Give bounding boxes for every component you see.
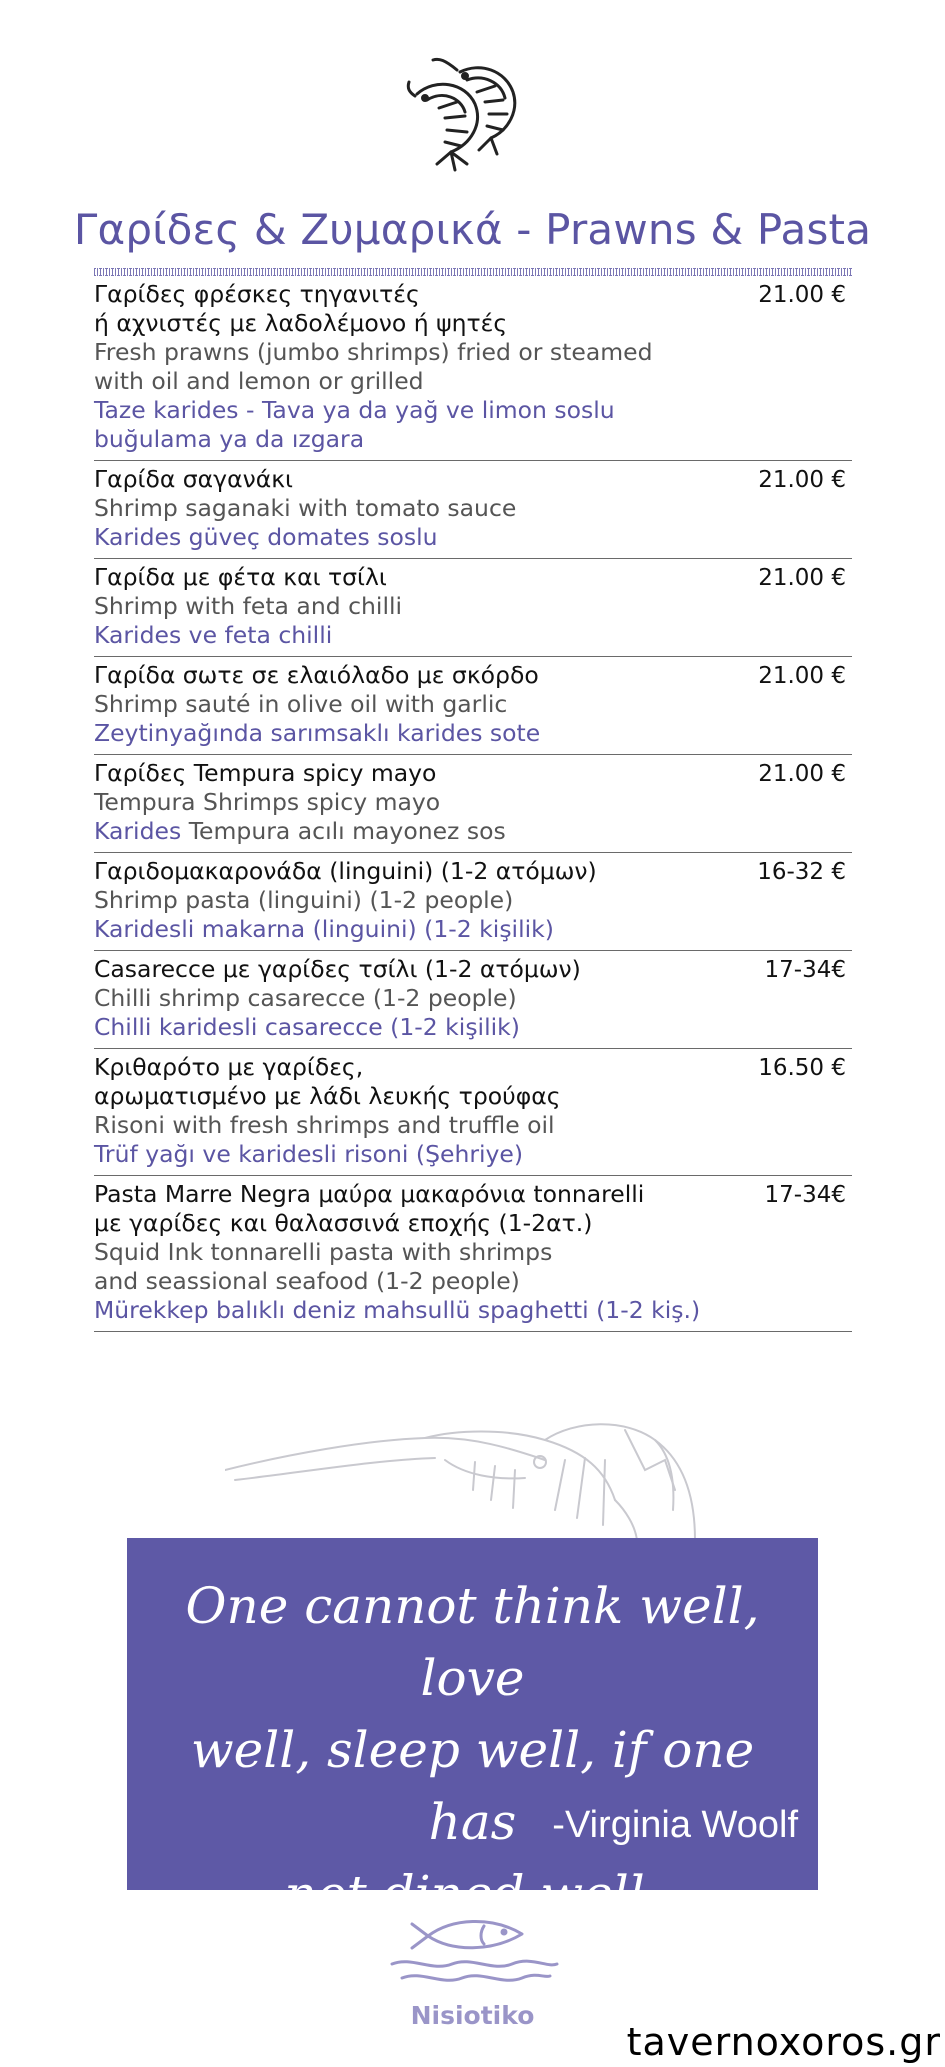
item-turkish-name: Karides <box>94 817 182 845</box>
item-greek-name: Γαρίδες Tempura spicy mayo <box>94 759 437 787</box>
item-english-name: with oil and lemon or grilled <box>94 367 424 395</box>
item-english-name: Shrimp sauté in olive oil with garlic <box>94 690 508 718</box>
menu-item-shrimp-feta <box>94 559 852 657</box>
item-greek-name: Γαρίδα με φέτα και τσίλι <box>94 563 387 591</box>
shrimp-icon <box>405 52 535 182</box>
item-turkish-name: Mürekkep balıklı deniz mahsullü spaghetti (1-2 kiş.) <box>94 1296 701 1324</box>
item-turkish-name: Chilli karidesli casarecce (1-2 kişilik) <box>94 1013 520 1041</box>
item-turkish-name: Zeytinyağında sarımsaklı karides sote <box>94 719 541 747</box>
menu-item-risoni <box>94 1049 852 1176</box>
item-turkish-name: Karides güveç domates soslu <box>94 523 438 551</box>
item-turkish-name: buğulama ya da ızgara <box>94 425 365 453</box>
item-greek-name: Κριθαρότο με γαρίδες, <box>94 1053 364 1081</box>
item-english-name: Risoni with fresh shrimps and truffle oil <box>94 1111 555 1139</box>
item-turkish-name-rest: Tempura acılı mayonez sos <box>181 817 506 845</box>
item-greek-name: Γαρίδα σαγανάκι <box>94 465 293 493</box>
menu-list <box>94 276 852 1332</box>
item-price: 21.00 € <box>758 761 846 787</box>
item-english-name: Squid Ink tonnarelli pasta with shrimps <box>94 1238 553 1266</box>
quote-line: not dined well. <box>284 1865 661 1923</box>
fish-waves-icon <box>372 1912 572 1992</box>
item-price: 21.00 € <box>758 565 846 591</box>
quote-author: -Virginia Woolf <box>552 1804 798 1846</box>
item-price: 17-34€ <box>764 1182 846 1208</box>
menu-item-tempura <box>94 755 852 853</box>
item-turkish-name: Karidesli makarna (linguini) (1-2 kişilik) <box>94 915 554 943</box>
menu-item-marre-negra <box>94 1176 852 1332</box>
item-english-name: Fresh prawns (jumbo shrimps) fried or steamed <box>94 338 653 366</box>
item-greek-name: Γαρίδες φρέσκες τηγανιτές <box>94 280 420 308</box>
section-title: Γαρίδες & Ζυμαρικά - Prawns & Pasta <box>73 205 872 254</box>
quote-line: One cannot think well, love <box>185 1577 760 1707</box>
item-english-name: Shrimp saganaki with tomato sauce <box>94 494 517 522</box>
menu-item-shrimp-pasta <box>94 853 852 951</box>
item-price: 16-32 € <box>757 859 846 885</box>
item-greek-name: ή αχνιστές με λαδολέμονο ή ψητές <box>94 309 508 337</box>
menu-item-fresh-prawns <box>94 276 852 461</box>
item-turkish-name: Taze karides - Tava ya da yağ ve limon soslu <box>94 396 615 424</box>
prawn-sketch-icon <box>225 1400 725 1540</box>
item-english-name: Chilli shrimp casarecce (1-2 people) <box>94 984 517 1012</box>
item-english-name: Shrimp with feta and chilli <box>94 592 403 620</box>
menu-item-shrimp-saganaki <box>94 461 852 559</box>
item-english-name: and seassional seafood (1-2 people) <box>94 1267 520 1295</box>
item-english-name: Shrimp pasta (linguini) (1-2 people) <box>94 886 514 914</box>
site-watermark: tavernoxoros.gr <box>626 2020 941 2064</box>
item-english-name: Tempura Shrimps spicy mayo <box>94 788 441 816</box>
item-price: 21.00 € <box>758 282 846 308</box>
item-greek-name: Γαρίδα σωτε σε ελαιόλαδο με σκόρδο <box>94 661 539 689</box>
brand-name: Nisiotiko <box>410 2001 535 2030</box>
item-price: 17-34€ <box>764 957 846 983</box>
quote-line: well, sleep well, if one has <box>190 1721 755 1851</box>
item-greek-name: αρωματισμένο με λάδι λευκής τρούφας <box>94 1082 561 1110</box>
item-greek-name: Pasta Marre Negra μαύρα μακαρόνια tonnarelli <box>94 1180 645 1208</box>
menu-item-shrimp-saute <box>94 657 852 755</box>
item-price: 16.50 € <box>758 1055 846 1081</box>
item-greek-name: Casarecce με γαρίδες τσίλι (1-2 ατόμων) <box>94 955 581 983</box>
quote-box <box>127 1538 818 1923</box>
item-turkish-name: Trüf yağı ve karidesli risoni (Şehriye) <box>94 1140 524 1168</box>
title-divider <box>94 268 852 276</box>
item-greek-name: Γαριδομακαρονάδα (linguini) (1-2 ατόμων) <box>94 857 597 885</box>
menu-item-casarecce <box>94 951 852 1049</box>
item-price: 21.00 € <box>758 467 846 493</box>
quote-text <box>147 1570 798 1930</box>
item-greek-name: με γαρίδες και θαλασσινά εποχής (1-2ατ.) <box>94 1209 593 1237</box>
item-turkish-name: Karides ve feta chilli <box>94 621 333 649</box>
item-price: 21.00 € <box>758 663 846 689</box>
